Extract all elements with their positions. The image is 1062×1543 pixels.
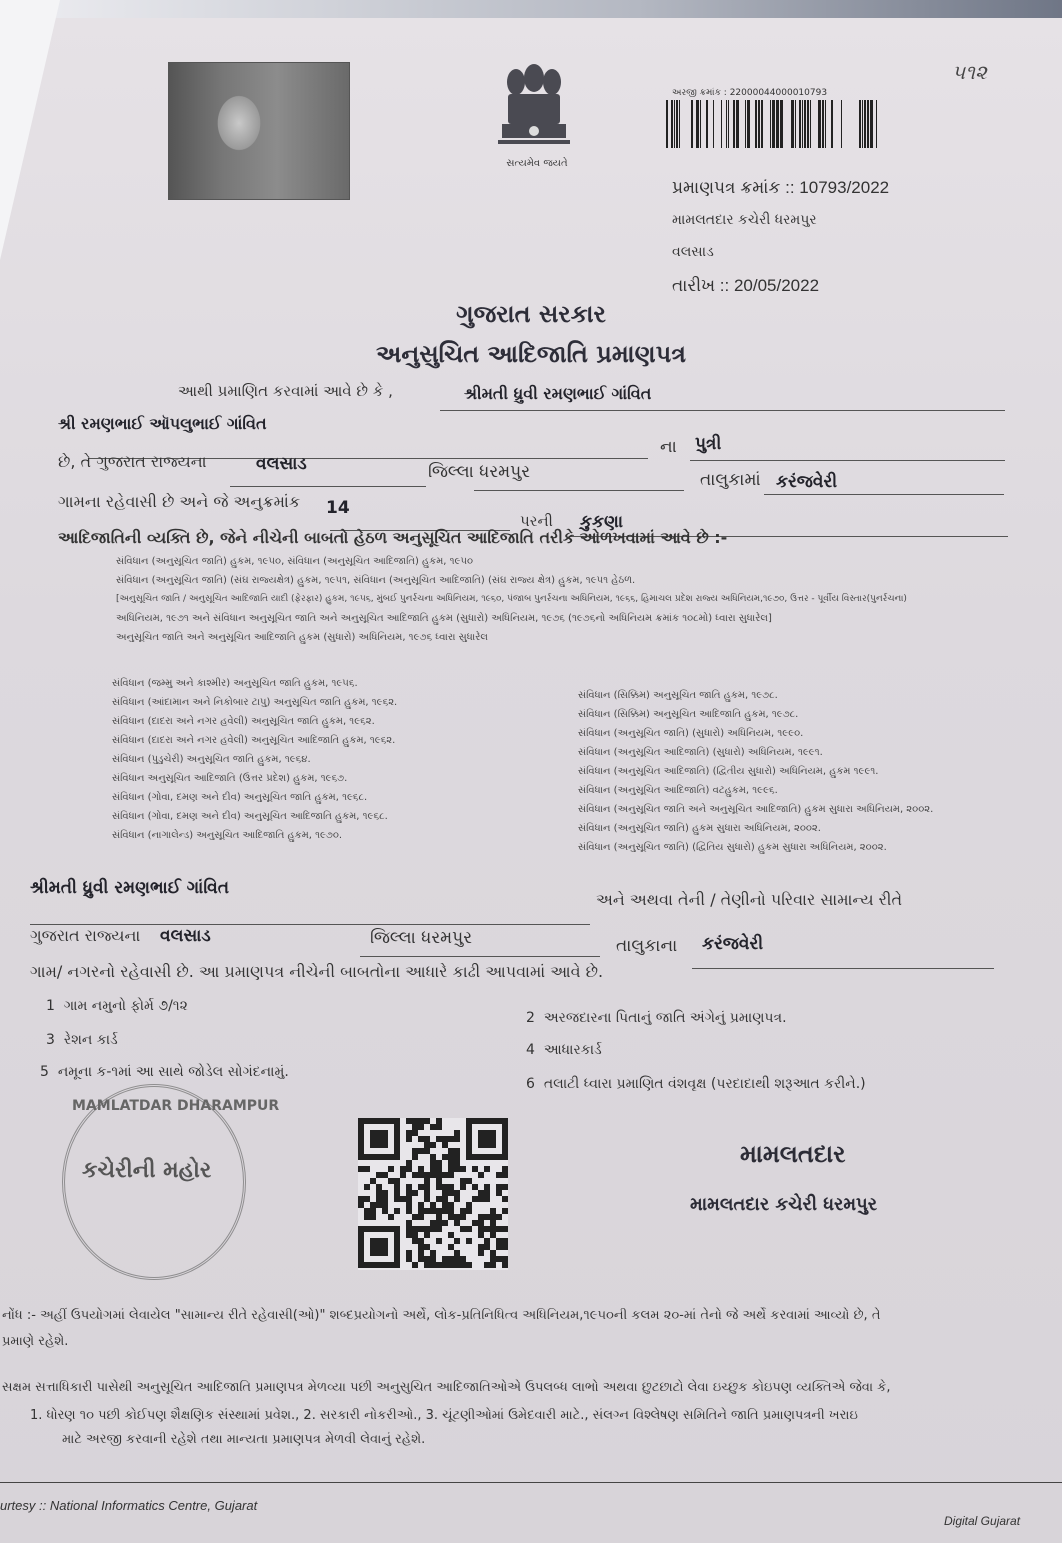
order-line: સંવિધાન અનુસૂચિત આદિજાતિ (ઉત્તર પ્રદેશ) હુકમ, ૧૯૬૭. (112, 773, 348, 784)
state-text: છે, તે ગુજરાત રાજ્યના (58, 452, 207, 471)
order-line: સંવિધાન (જમ્મુ અને કાશ્મીર) અનુસૂચિત જાતિ હુકમ, ૧૯૫૬. (112, 678, 358, 689)
state-emblem-icon (494, 56, 574, 160)
seal-center-text: કચેરીની મહોર (82, 1158, 212, 1183)
order-line: સંવિધાન (પુડુચેરી) અનુસૂચિત જાતિ હુકમ, ૧૯૬૪. (112, 754, 311, 765)
underline (764, 494, 1004, 495)
footer-brand: Digital Gujarat (944, 1514, 1021, 1528)
order-line: સંવિધાન (અનુસૂચિત જાતિ) (સંઘ રાજ્યક્ષેત્ર) હુકમ, ૧૯૫૧, સંવિધાન (અનુસૂચિત આદિજાતિ) (સંઘ રાજ્ય ક્ષેત્ર) હુકમ, ૧૯૫૧ હેઠળ. (116, 575, 636, 586)
underline (30, 924, 590, 925)
basis-text: ગામ/ નગરનો રહેવાસી છે. આ પ્રમાણપત્ર નીચેની બાબતોના આધારે કાઢી આપવામાં આવે છે. (30, 962, 604, 981)
district-value: વલસાડ (256, 454, 307, 474)
document-item: 6 તલાટી ધ્વારા પ્રમાણિત વંશવૃક્ષ (પરદાદાથી શરૂઆત કરીને.) (526, 1076, 866, 1092)
order-line: સંવિધાન (અનુસૂચિત આદિજાતિ) (દ્વિતીય સુધારો) અધિનિયમ, હુકમ ૧૯૯૧. (578, 766, 879, 777)
order-line: સંવિધાન (અનુસૂચિત આદિજાતિ) વટહુકમ, ૧૯૯૬. (578, 785, 778, 796)
order-line: સંવિધાન (સિક્કિમ) અનુસૂચિત જાતિ હુકમ, ૧૯૭૮. (578, 690, 778, 701)
taluka-label-2: તાલુકાના (616, 936, 678, 956)
order-line: સંવિધાન (આંદામાન અને નિકોબાર ટાપુ) અનુસૂચિત જાતિ હુકમ, ૧૯૬૨. (112, 697, 398, 708)
order-line: સંવિધાન (અનુસૂચિત જાતિ) (સુધારો) અધિનિયમ, ૧૯૯૦. (578, 728, 804, 739)
footer-courtesy: urtesy :: National Informatics Centre, Gujarat (0, 1498, 258, 1513)
document-item: 4 આધારકાર્ડ (526, 1042, 602, 1058)
note-line: પ્રમાણે રહેશે. (2, 1334, 69, 1349)
order-line: સંવિધાન (ગોવા, દમણ અને દીવ) અનુસૂચિત જાતિ હુકમ, ૧૯૬૮. (112, 792, 368, 803)
order-line: સંવિધાન (અનુસૂચિત આદિજાતિ) (સુધારો) અધિનિયમ, ૧૯૯૧. (578, 747, 823, 758)
order-line: અનુસૂચિત જાતિ અને અનુસૂચિત આદિજાતિ હુકમ (સુધારો) અધિનિયમ, ૧૯૭૬ ધ્વારા સુધારેલ (116, 632, 488, 643)
document-item: 3 રેશન કાર્ડ (46, 1032, 118, 1048)
district-value-2: વલસાડ (160, 926, 211, 946)
orders-block (116, 552, 996, 647)
issue-date: તારીખ :: 20/05/2022 (672, 276, 820, 295)
orders-left-list (112, 674, 397, 845)
na-label: ના (660, 437, 677, 457)
taluka-label: તાલુકામાં (700, 470, 761, 490)
relation: પુત્રી (695, 434, 722, 454)
document-item: 5 નમૂના ક-૧માં આ સાથે જોડેલ સોગંદનામું. (40, 1064, 289, 1080)
order-line: સંવિધાન (ગોવા, દમણ અને દીવ) અનુસૂચિત આદિજાતિ હુકમ, ૧૯૬૮. (112, 811, 388, 822)
applicant-photo (168, 62, 350, 200)
village-value: કરંજવેરી (776, 472, 838, 492)
certificate-title: અનુસુચિત આદિજાતિ પ્રમાણપત્ર (376, 340, 686, 368)
background-strip (0, 0, 1062, 18)
applicant-name: શ્રીમતી ધ્રુવી રમણભાઈ ગાંવિત (464, 384, 652, 403)
order-line: સંવિધાન (અનુસૂચિત જાતિ) હુકમ સુધારા અધિનિયમ, ૨૦૦૨. (578, 823, 821, 834)
state-text-2: ગુજરાત રાજ્યના (30, 926, 141, 945)
order-line: સંવિધાન (દાદરા અને નગર હવેલી) અનુસૂચિત આદિજાતિ હુકમ, ૧૯૬૨. (112, 735, 396, 746)
certify-text: આથી પ્રમાણિત કરવામાં આવે છે કે , (178, 382, 393, 400)
tribe-value: કુકણા (580, 512, 623, 532)
signature-office: મામલતદાર કચેરી ધરમપુર (690, 1194, 878, 1215)
underline (230, 486, 426, 487)
underline (474, 490, 684, 491)
order-line: સંવિધાન (સિક્કિમ) અનુસૂચિત આદિજાતિ હુકમ, ૧૯૭૮. (578, 709, 799, 720)
order-line: અધિનિયમ, ૧૯૭૧ અને સંવિધાન અનુસૂચિત જાતિ અને અનુસૂચિત આદિજાતિ હુકમ (સુધારો) અધિનિયમ, ૧૯૭૬ (૧૯૭૬નો અધિનિયમ ક્રમાંક ૧૦૮મો) ધ્વારા સુધારેલ] (116, 613, 772, 624)
note-line: નોંધ :- અહીં ઉપયોગમાં લેવાયેલ "સામાન્ય રીતે રહેવાસી(ઓ)" શબ્દપ્રયોગનો અર્થે, લોક-પ્રતિનિધિત્વ અધિનિયમ,૧૯૫૦ની કલમ ૨૦-માં તેનો જે અર્થે કરવામાં આવ્યો છે, તે (2, 1308, 881, 1323)
village-value-2: કરંજવેરી (702, 934, 764, 954)
note-line: સક્ષમ સત્તાધિકારી પાસેથી અનુસૂચિત આદિજાતિ પ્રમાણપત્ર મેળવ્યા પછી અનુસુચિત આદિજાતિઓએ ઉપલબ્ધ લાભો અથવા છુટછાટો લેવા ઇચ્છુક કોઇપણ વ્યક્તિએ જેવા કે, (2, 1380, 891, 1395)
paper-fold (0, 0, 60, 260)
order-line: સંવિધાન (અનુસૂચિત જાતિ) હુકમ, ૧૯૫૦, સંવિધાન (અનુસૂચિત આદિજાતિ) હુકમ, ૧૯૫૦ (116, 556, 474, 567)
orders-right-list (578, 686, 933, 857)
note-line: માટે અરજી કરવાની રહેશે તથા માન્યતા પ્રમાણપત્ર મેળવી લેવાનું રહેશે. (62, 1432, 426, 1447)
parni-label: પરની (520, 512, 553, 530)
jilla-taluka: જિલ્લા ધરમપુર (428, 462, 530, 482)
seal-ring-text: MAMLATDAR DHARAMPUR (72, 1098, 280, 1114)
order-line: સંવિધાન (અનુસૂચિત જાતિ અને અનુસૂચિત આદિજાતિ) હુકમ સુધારા અધિનિયમ, ૨૦૦૨. (578, 804, 934, 815)
certificate-number: પ્રમાણપત્ર ક્રમાંક :: 10793/2022 (672, 178, 890, 197)
family-text: અને અથવા તેની / તેણીનો પરિવાર સામાન્ય રીતે (596, 890, 903, 909)
order-line: સંવિધાન (નાગાલેન્ડ) અનુસૂચિત આદિજાતિ હુકમ, ૧૯૭૦. (112, 830, 343, 841)
underline (690, 460, 1005, 461)
footer-divider (0, 1482, 1062, 1483)
issuing-district: વલસાડ (672, 244, 714, 260)
government-title: ગુજરાત સરકાર (456, 300, 606, 328)
document-item: 1 ગામ નમુનો ફોર્મ ૭/૧૨ (46, 998, 188, 1014)
handwritten-number: ૫૧૨ (952, 60, 987, 84)
parent-name: શ્રી રમણભાઈ ઑપલુભાઈ ગાંવિત (58, 414, 267, 433)
note-line: 1. ધોરણ ૧૦ પછી કોઈપણ શૈક્ષણિક સંસ્થામાં પ્રવેશ., 2. સરકારી નોકરીઓ., 3. ચૂંટણીઓમાં ઉમેદવારી માટે., સંલગ્ન વિશ્લેષણ સમિતિને જાતિ પ્રમાણપત્રની ખરાઇ (30, 1408, 858, 1423)
underline (440, 410, 1005, 411)
issuing-office: મામલતદાર કચેરી ધરમપુર (672, 212, 817, 228)
resident-text: ગામના રહેવાસી છે અને જે અનુક્રમાંક (58, 492, 301, 511)
signature-designation: મામલતદાર (740, 1140, 846, 1168)
application-number: અરજી ક્રમાંક : 22000044000010793 (672, 88, 828, 98)
serial-number: 14 (326, 498, 350, 518)
order-line: સંવિધાન (અનુસૂચિત જાતિ) (દ્વિતિય સુધારો) હુકમ સુધારા અધિનિયમ, ૨૦૦૨. (578, 842, 887, 853)
order-line: સંવિધાન (દાદરા અને નગર હવેલી) અનુસૂચિત જાતિ હુકમ, ૧૯૬૨. (112, 716, 375, 727)
applicant-name-repeat: શ્રીમતી ધ્રુવી રમણભાઈ ગાંવિત (30, 878, 230, 898)
barcode (666, 100, 884, 148)
document-item: 2 અરજદારના પિતાનું જાતિ અંગેનું પ્રમાણપત્ર. (526, 1010, 787, 1026)
jilla-value-2: જિલ્લા ધરમપુર (370, 928, 472, 948)
emblem-motto: સત્યમેવ જયતે (506, 158, 568, 169)
underline (692, 968, 994, 969)
underline (360, 956, 600, 957)
qr-code (358, 1118, 508, 1270)
tribal-text: આદિજાતિની વ્યક્તિ છે, જેને નીચેની બાબતો હેઠળ અનુસૂચિત આદિજાતિ તરીકે ઓળખવામાં આવે છે :- (58, 528, 728, 547)
order-line: [અનુસૂચિત જાતિ / અનુસૂચિત આદિજાતિ યાદી (ફેરફાર) હુકમ, ૧૯૫૬, મુંબઈ પુનર્રચના અધિનિયમ, ૧૯૬૦, પંજાબ પુનર્રચના અધિનિયમ, ૧૯૬૬, હિમાચલ પ્રદેશ રાજ્ય અધિનિયમ,૧૯૭૦, ઉત્તર - પૂર્વીય વિસ્તાર(પુનર્રચના) (116, 594, 907, 604)
